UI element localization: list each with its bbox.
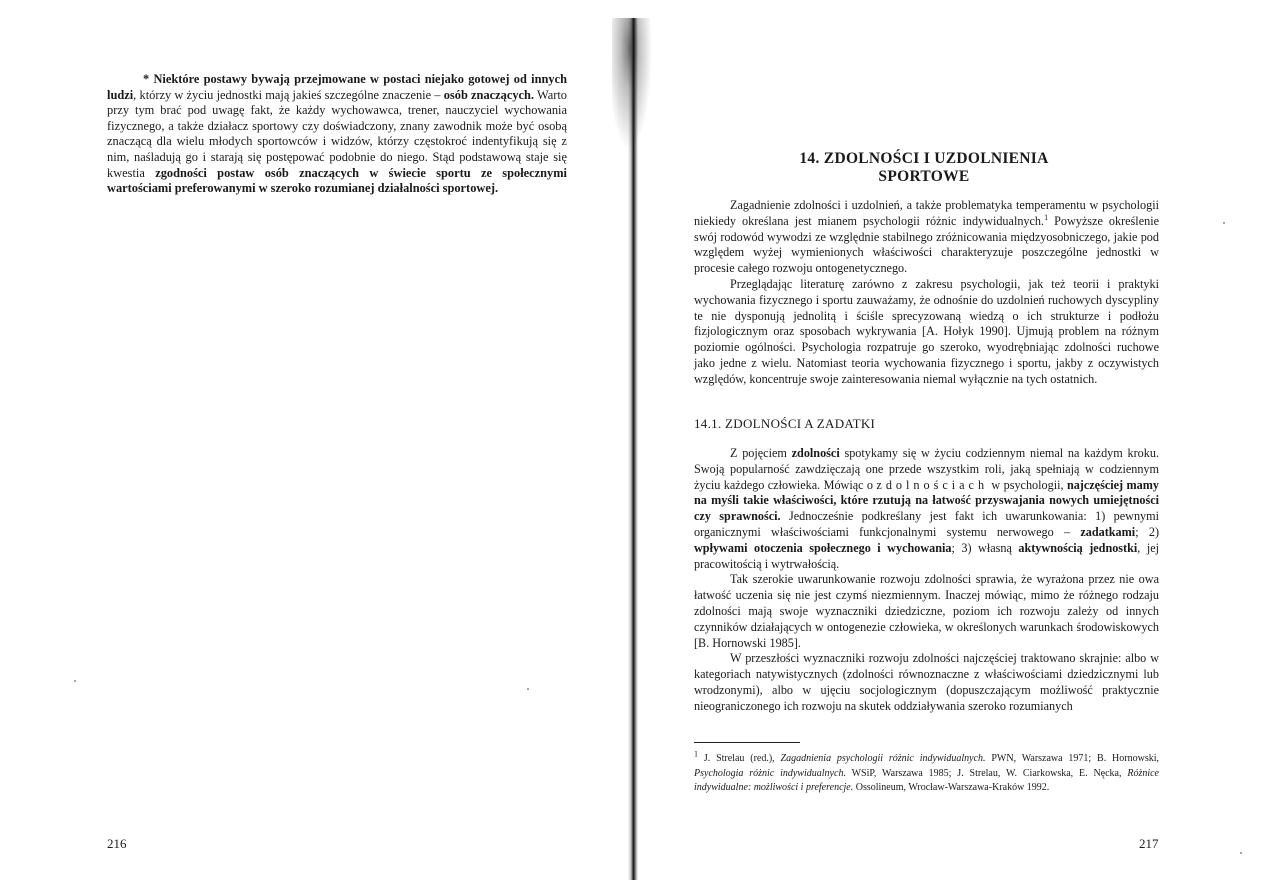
page-number-left: 216 (107, 836, 127, 851)
section-heading: 14.1. ZDOLNOŚCI A ZADATKI (694, 416, 876, 431)
text-run: ; 2) (1135, 524, 1159, 539)
right-page (636, 0, 1263, 893)
text-run: Powyższe określenie swój rodowód wywodzi ze względnie stabilnego zróżnicowania międzyosobniczego, jakie pod względem wyżej wymienionych właściwości charakteryzuje poszczególne jednostki w procesie całego rozwoju ontogenetycznego. (694, 213, 1159, 276)
chapter-title: 14. ZDOLNOŚCI I UZDOLNIENIA SPORTOWE (799, 150, 1049, 185)
footnote-mark: 1 (694, 749, 698, 759)
text-run: J. Strelau (red.), (698, 753, 781, 764)
bold-term: osób znaczących. (443, 87, 535, 102)
footnote (694, 749, 1159, 796)
book-title: Psychologia różnic indywidualnych. (694, 767, 846, 779)
text-run: PWN, Warszawa 1971; B. Hornowski, (985, 753, 1159, 764)
chapter-intro (694, 198, 1159, 388)
book-title: Zagadnienia psychologii różnic indywidualnych. (780, 753, 986, 764)
text-run: Z pojęciem (730, 446, 792, 460)
bold-term: aktywnością jednostki (1018, 540, 1138, 555)
left-page-paragraph (107, 72, 567, 197)
text-run: Warto przy tym brać pod uwagę fakt, że każdy wychowawca, trener, nauczyciel wychowania fizycznego, a także działacz sportowy czy doświadczony, znany zawodnik może być osobą znaczącą dla wielu młodych sportowców i widzów, którzy częstokroć indentyfikują się z nim, naśladują go i starają się postępować podobnie do niego. Stąd podstawową staje się kwestia (107, 87, 567, 180)
text-run: spotykamy się w życiu codziennym niemal na każdym kroku. Swoją popularność zawdzięczają one przede wszystkim roli, jaką spełniają w codziennym życiu każdego człowieka. Mówiąc o (694, 446, 1159, 492)
book-title: Różnice indywidualne: możliwości i preferencje. (694, 767, 1159, 793)
text-run: , jej pracowitością i wytrwałością. (694, 540, 1159, 571)
section-body (694, 446, 1159, 715)
footnote-reference: 1 (1044, 212, 1049, 222)
scan-speck (1223, 222, 1225, 224)
bold-conclusion: zgodności postaw osób znaczących w świecie sportu ze społecznymi wartościami preferowanymi w szeroko rozumianej działalności sportowej. (107, 165, 567, 196)
footnote-rule (694, 742, 800, 743)
left-page (0, 0, 630, 893)
bold-term: zadatkami (1080, 524, 1136, 539)
text-run: Zagadnienie zdolności i uzdolnień, a także problematyka temperamentu w psychologii niekiedy określana jest mianem psychologii różnic indywidualnych. (694, 198, 1159, 228)
page-number-right: 217 (1139, 836, 1159, 851)
text-run: WSiP, Warszawa 1985; J. Strelau, W. Ciarkowska, E. Nęcka, (845, 767, 1128, 779)
spaced-term: zdolnościach (876, 477, 989, 492)
bold-definition: najczęściej mamy na myśli takie właściwości, które rzutują na łatwość przyswajania nowych umiejętności czy sprawności. (694, 477, 1159, 524)
section-paragraph-2: Tak szerokie uwarunkowanie rozwoju zdolności sprawia, że wyrażona przez nie owa łatwość uczenia się nie jest czymś niezmiennym. Inaczej mówiąc, mimo że różnego rodzaju zdolności mają swoje wyznaczniki dziedziczne, poziom ich rozwoju zależy od innych czynników działających w ontogenezie człowieka, w określonych warunkach środowiskowych [B. Hornowski 1985]. (694, 572, 1159, 650)
text-run: w psychologii, (988, 477, 1067, 492)
text-run: Ossolineum, Wrocław-Warszawa-Kraków 1992. (853, 782, 1050, 793)
scan-speck (1240, 852, 1242, 854)
scan-speck (74, 680, 76, 682)
lead-bold-text: * Niektóre postawy bywają przejmowane w postaci niejako gotowej od innych ludzi (107, 72, 567, 102)
text-run: , którzy w życiu jednostki mają jakieś szczególne znaczenie – (133, 87, 444, 102)
bold-term: wpływami otoczenia społecznego i wychowania (694, 540, 952, 555)
intro-paragraph-2: Przeglądając literaturę zarówno z zakresu psychologii, jak też teorii i praktyki wychowania fizycznego i sportu zauważamy, że odnośnie do uzdolnień ruchowych dyscypliny te nie dysponują jednolitą i ściśle sprecyzowaną wiedzą o ich strukturze i podłożu fizjologicznym oraz sposobach wykrywania [A. Hołyk 1990]. Ujmują problem na różnym poziomie ogólności. Psychologia rozpatruje go szeroko, wyodrębniając zdolności ruchowe jako jedne z wielu. Natomiast teoria wychowania fizycznego i sportu, jakby z oczywistych względów, koncentruje swoje zainteresowania niemal wyłącznie na tych ostatnich. (694, 276, 1159, 386)
bold-term: zdolności (791, 446, 840, 460)
scan-speck (527, 688, 529, 690)
section-paragraph-3: W przeszłości wyznaczniki rozwoju zdolności najczęściej traktowano skrajnie: albo w kategoriach natywistycznych (zdolności równoznaczne z właściwościami dziedzicznymi lub wrodzonymi), albo w ujęciu socjologicznym (dopuszczającym możliwość praktycznie nieograniczonego ich rozwoju na skutek oddziaływania szeroko rozumianych (694, 651, 1159, 713)
text-run: Jednocześnie podkreślany jest fakt ich uwarunkowania: 1) pewnymi organicznymi właściwościami funkcjonalnymi systemu nerwowego – (694, 509, 1159, 539)
text-run: ; 3) własną (951, 540, 1019, 555)
